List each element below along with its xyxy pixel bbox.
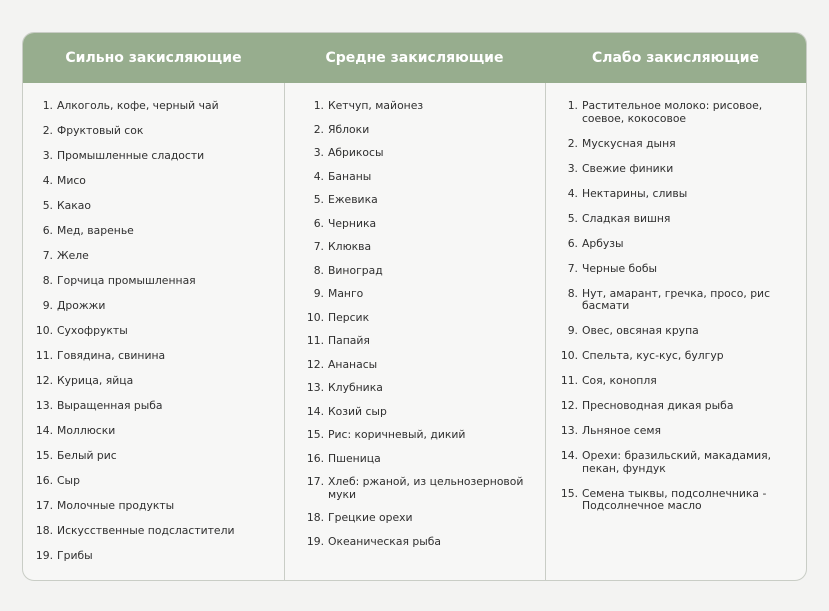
item-text: Семена тыквы, подсолнечника - Подсолнечное масло — [582, 486, 767, 512]
list-item — [23, 275, 274, 288]
item-number: 17. — [35, 499, 53, 512]
item-number: 8. — [42, 274, 53, 287]
item-text: Черника — [328, 216, 377, 230]
item-number: 7. — [313, 240, 324, 253]
list-item — [546, 400, 796, 413]
list-item — [285, 512, 535, 525]
list-item — [285, 335, 535, 348]
item-text: Козий сыр — [328, 404, 387, 418]
item-number: 10. — [560, 349, 578, 362]
list-item — [23, 250, 274, 263]
list-item — [546, 263, 796, 276]
item-text: Папайя — [328, 334, 370, 347]
item-number: 18. — [35, 524, 53, 537]
list-item — [546, 488, 796, 513]
item-text: Искусственные подсластители — [57, 524, 235, 537]
list-item — [23, 350, 274, 363]
item-number: 6. — [313, 216, 324, 230]
item-number: 12. — [306, 357, 324, 371]
list-item — [546, 213, 796, 226]
item-number: 13. — [560, 424, 578, 437]
item-text: Овес, овсяная крупа — [582, 324, 699, 337]
list-item — [285, 382, 535, 395]
list-item — [546, 163, 796, 176]
item-text: Мед, варенье — [57, 224, 134, 237]
item-text: Алкоголь, кофе, черный чай — [57, 99, 219, 112]
list-item — [285, 453, 535, 466]
item-text: Яблоки — [328, 122, 370, 136]
item-number: 2. — [42, 124, 53, 137]
item-text: Мисо — [57, 174, 86, 187]
item-number: 4. — [313, 169, 324, 183]
list-item — [23, 500, 274, 513]
item-text: Пресноводная дикая рыба — [582, 399, 734, 412]
item-text: Грецкие орехи — [328, 511, 413, 524]
list-item — [546, 375, 796, 388]
item-number: 14. — [306, 404, 324, 418]
item-number: 7. — [42, 249, 53, 262]
item-text: Растительное молоко: рисовое, соевое, кокосовое — [582, 99, 763, 125]
list-item — [23, 375, 274, 388]
item-number: 10. — [35, 324, 53, 337]
item-text: Фруктовый сок — [57, 124, 144, 137]
list-item — [23, 550, 274, 563]
table-body — [23, 83, 806, 581]
item-number: 3. — [567, 161, 578, 175]
item-text: Черные бобы — [582, 261, 658, 275]
list-item — [23, 175, 274, 188]
item-text: Клюква — [328, 240, 372, 253]
item-number: 12. — [560, 399, 578, 412]
item-text: Клубника — [328, 381, 383, 394]
list-item — [546, 138, 796, 151]
item-number: 15. — [35, 449, 53, 462]
item-number: 1. — [313, 99, 324, 112]
item-number: 13. — [306, 381, 324, 394]
list-item — [285, 241, 535, 254]
list-item — [23, 150, 274, 163]
item-text: Орехи: бразильский, макадамия, пекан, фундук — [582, 449, 772, 475]
item-text: Манго — [328, 287, 364, 300]
list-item — [546, 288, 796, 313]
list-item — [546, 188, 796, 201]
item-number: 15. — [306, 428, 324, 441]
header-moderately-acidifying: Средне закисляющие — [325, 50, 504, 66]
item-text: Ежевика — [328, 193, 378, 206]
item-number: 5. — [313, 193, 324, 206]
header-weakly-acidifying: Слабо закисляющие — [591, 50, 760, 66]
list-item — [23, 525, 274, 538]
list-item — [23, 325, 274, 338]
item-number: 7. — [567, 261, 578, 275]
item-text: Спельта, кус-кус, булгур — [582, 349, 724, 362]
item-text: Персик — [328, 310, 370, 324]
item-number: 16. — [306, 451, 324, 465]
item-number: 1. — [42, 99, 53, 112]
list-item — [285, 218, 535, 231]
item-text: Грибы — [57, 549, 93, 562]
item-number: 11. — [560, 374, 578, 387]
list-item — [546, 450, 796, 475]
item-text: Океаническая рыба — [328, 534, 442, 548]
item-number: 19. — [35, 549, 53, 562]
list-item — [285, 124, 535, 137]
item-number: 3. — [313, 146, 324, 159]
item-text: Хлеб: ржаной, из цельнозерновой муки — [328, 475, 524, 501]
item-number: 11. — [306, 334, 324, 347]
list-item — [23, 125, 274, 138]
item-number: 14. — [560, 449, 578, 462]
item-text: Выращенная рыба — [57, 399, 163, 412]
acid-foods-table — [22, 32, 807, 581]
item-text: Сыр — [57, 474, 80, 487]
item-number: 14. — [35, 424, 53, 437]
header-strongly-acidifying: Сильно закисляющие — [65, 50, 242, 66]
item-text: Льняное семя — [582, 424, 661, 437]
item-number: 3. — [42, 149, 53, 162]
list-item — [23, 400, 274, 413]
item-text: Нут, амарант, гречка, просо, рис басмати — [582, 286, 771, 312]
item-text: Арбузы — [582, 236, 624, 250]
column-strongly-acidifying — [23, 83, 284, 581]
list-item — [546, 425, 796, 438]
item-number: 16. — [35, 474, 53, 487]
column-moderately-acidifying — [284, 83, 545, 581]
item-text: Виноград — [328, 263, 383, 277]
item-number: 8. — [567, 286, 578, 300]
item-number: 9. — [567, 324, 578, 337]
item-number: 18. — [306, 511, 324, 524]
item-number: 2. — [313, 122, 324, 136]
column-weakly-acidifying — [545, 83, 806, 581]
item-number: 9. — [42, 299, 53, 312]
list-item — [285, 406, 535, 419]
list-item — [285, 147, 535, 160]
item-text: Соя, конопля — [582, 374, 657, 387]
item-number: 11. — [35, 349, 53, 362]
list-item — [23, 475, 274, 488]
item-text: Говядина, свинина — [57, 349, 166, 362]
list-item — [285, 265, 535, 278]
item-text: Какао — [57, 199, 92, 212]
item-text: Кетчуп, майонез — [328, 99, 424, 112]
item-number: 6. — [567, 236, 578, 250]
list-item — [546, 325, 796, 338]
table-header — [23, 33, 806, 83]
item-text: Свежие финики — [582, 161, 674, 175]
item-text: Желе — [57, 249, 89, 262]
item-text: Сладкая вишня — [582, 211, 671, 225]
item-number: 10. — [306, 310, 324, 324]
item-number: 4. — [567, 186, 578, 200]
list-item — [285, 312, 535, 325]
item-number: 6. — [42, 224, 53, 237]
list-item — [23, 200, 274, 213]
item-number: 19. — [306, 534, 324, 548]
item-number: 2. — [567, 136, 578, 150]
list-item — [285, 429, 535, 442]
item-number: 15. — [560, 486, 578, 500]
list-item — [285, 194, 535, 207]
list-item — [23, 425, 274, 438]
item-text: Сухофрукты — [57, 324, 128, 337]
item-number: 8. — [313, 263, 324, 277]
item-number: 5. — [567, 211, 578, 225]
list-item — [23, 100, 274, 113]
item-number: 4. — [42, 174, 53, 187]
item-number: 1. — [567, 99, 578, 112]
item-text: Бананы — [328, 169, 372, 183]
item-text: Промышленные сладости — [57, 149, 205, 162]
item-text: Белый рис — [57, 449, 117, 462]
item-text: Пшеница — [328, 451, 381, 465]
list-item — [546, 238, 796, 251]
list-item — [285, 536, 535, 549]
list-item — [546, 350, 796, 363]
list-item — [285, 171, 535, 184]
list-item — [285, 100, 535, 113]
item-text: Абрикосы — [328, 146, 384, 159]
list-item — [285, 359, 535, 372]
list-item — [23, 225, 274, 238]
item-text: Дрожжи — [57, 299, 106, 312]
list-item — [285, 288, 535, 301]
item-number: 5. — [42, 199, 53, 212]
item-text: Молочные продукты — [57, 499, 175, 512]
item-number: 9. — [313, 287, 324, 300]
item-text: Рис: коричневый, дикий — [328, 428, 466, 441]
list-item — [23, 300, 274, 313]
list-item — [23, 450, 274, 463]
item-number: 13. — [35, 399, 53, 412]
item-text: Горчица промышленная — [57, 274, 196, 287]
item-text: Моллюски — [57, 424, 116, 437]
list-item — [285, 476, 535, 501]
item-number: 17. — [306, 475, 324, 488]
item-text: Ананасы — [328, 357, 378, 371]
item-number: 12. — [35, 374, 53, 387]
item-text: Курица, яйца — [57, 374, 134, 387]
item-text: Мускусная дыня — [582, 136, 676, 150]
list-item — [546, 100, 796, 125]
item-text: Нектарины, сливы — [582, 186, 688, 200]
